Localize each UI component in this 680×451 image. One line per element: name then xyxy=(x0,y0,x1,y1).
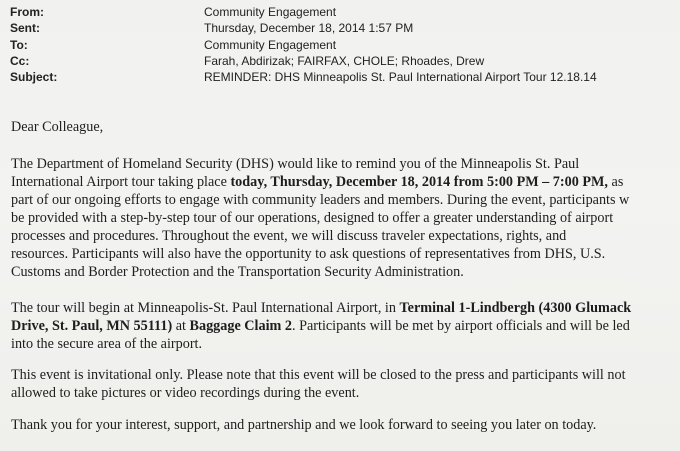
body-line: into the secure area of the airport. xyxy=(11,336,203,352)
email-header xyxy=(0,0,680,92)
from-value: Community Engagement xyxy=(204,5,337,19)
baggage-claim: Baggage Claim 2 xyxy=(189,318,292,334)
body-line: This event is invitational only. Please note that this event will be closed to the press and participants will not xyxy=(11,367,626,383)
cc-label: Cc: xyxy=(10,54,30,68)
body-line: Customs and Border Protection and the Transportation Security Administration. xyxy=(11,264,464,280)
body-line: Thank you for your interest, support, and partnership and we look forward to seeing you later on today. xyxy=(11,417,597,433)
sent-label: Sent: xyxy=(10,21,40,35)
from-label: From: xyxy=(10,5,44,19)
body-line: part of our ongoing efforts to engage with community leaders and members. During the event, participants w xyxy=(11,192,630,208)
body-text: The tour will begin at Minneapolis-St. Paul International Airport, in xyxy=(11,300,400,316)
body-text: . Participants will be met by airport officials and will be led xyxy=(292,318,630,334)
body-line: The Department of Homeland Security (DHS) would like to remind you of the Minneapolis St. Paul xyxy=(11,156,580,172)
body-line: resources. Participants will also have the opportunity to ask questions of representatives from DHS, U.S. xyxy=(11,246,606,262)
subject-value: REMINDER: DHS Minneapolis St. Paul International Airport Tour 12.18.14 xyxy=(204,70,597,84)
body-line: be provided with a step-by-step tour of our operations, designed to offer a greater understanding of airport xyxy=(11,210,614,226)
to-label: To: xyxy=(10,38,28,52)
body-text: International Airport tour taking place xyxy=(11,174,231,190)
event-date-time: today, Thursday, December 18, 2014 from 5:00 PM – 7:00 PM, xyxy=(230,174,608,190)
body-line xyxy=(11,317,630,335)
body-text: at xyxy=(172,318,190,334)
greeting: Dear Colleague, xyxy=(11,119,104,135)
sent-value: Thursday, December 18, 2014 1:57 PM xyxy=(204,21,414,35)
body-line: allowed to take pictures or video recordings during the event. xyxy=(11,385,360,401)
cc-value: Farah, Abdirizak; FAIRFAX, CHOLE; Rhoades, Drew xyxy=(204,54,485,68)
body-line: processes and procedures. Throughout the event, we will discuss traveler expectations, rights, and xyxy=(11,228,567,244)
body-line xyxy=(11,299,631,317)
subject-label: Subject: xyxy=(10,70,58,84)
to-value: Community Engagement xyxy=(204,38,337,52)
address: Drive, St. Paul, MN 55111) xyxy=(11,318,173,334)
body-text: as xyxy=(607,174,624,190)
terminal-location: Terminal 1-Lindbergh (4300 Glumack xyxy=(399,300,632,316)
body-line xyxy=(11,173,623,191)
